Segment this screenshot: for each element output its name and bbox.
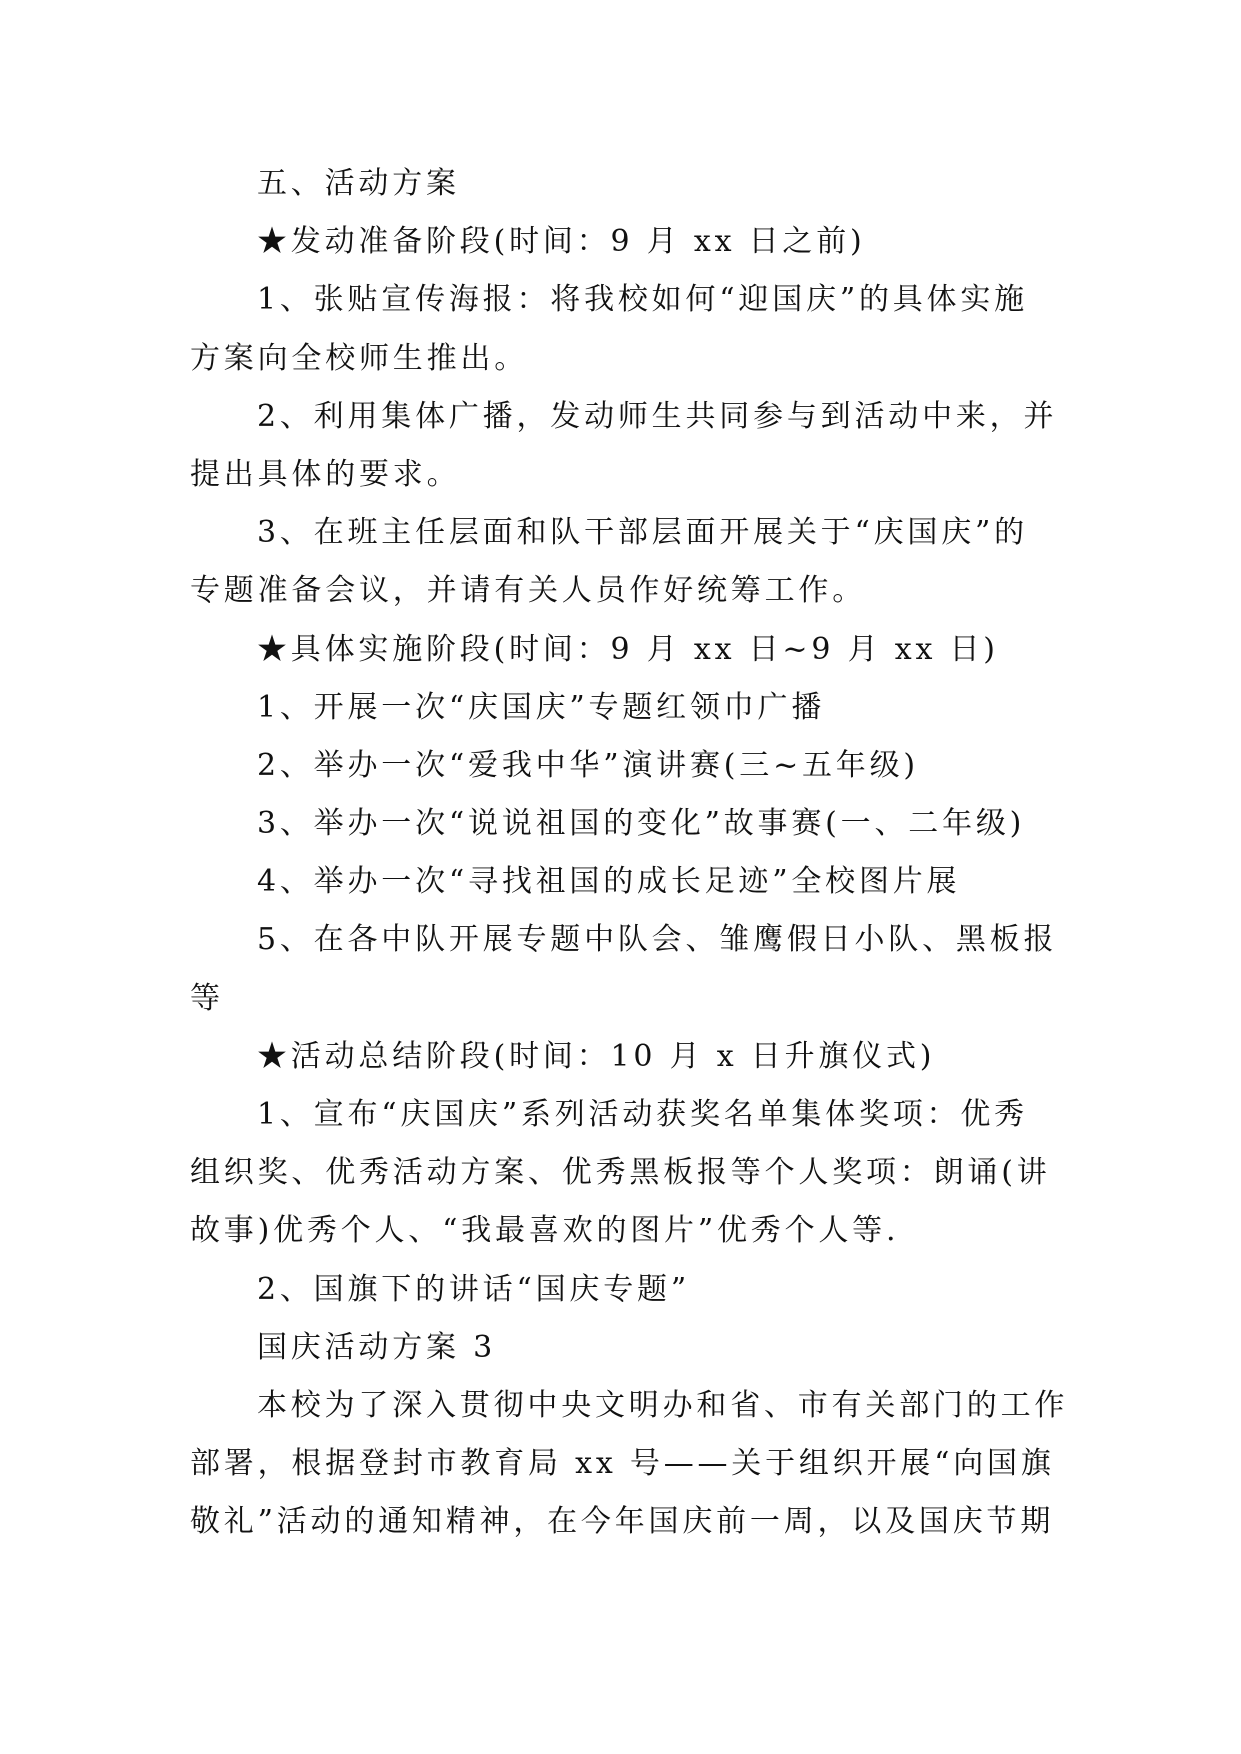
stage-heading-implementation <box>190 621 1090 679</box>
text-line: 组织奖、优秀活动方案、优秀黑板报等个人奖项：朗诵(讲 <box>190 1155 1051 1191</box>
text-line: 五、活动方案 <box>257 166 460 201</box>
text-line: ★活动总结阶段(时间：10 月 x 日升旗仪式) <box>257 1038 936 1074</box>
paragraph <box>190 853 1090 911</box>
text-line: 1、开展一次“庆国庆”专题红领巾广播 <box>257 689 826 725</box>
paragraph <box>190 1377 1090 1552</box>
section-heading <box>190 155 1090 213</box>
text-line: 2、利用集体广播，发动师生共同参与到活动中来，并 <box>257 398 1058 434</box>
paragraph <box>190 388 1090 504</box>
document-body <box>190 155 1090 1552</box>
stage-heading-preparation <box>190 213 1090 271</box>
text-line: 1、张贴宣传海报：将我校如何“迎国庆”的具体实施 <box>257 282 1028 318</box>
text-line: 专题准备会议，并请有关人员作好统筹工作。 <box>190 573 866 609</box>
document-title <box>190 1319 1090 1377</box>
text-line: ★具体实施阶段(时间：9 月 xx 日~9 月 xx 日) <box>257 631 999 667</box>
paragraph <box>190 1086 1090 1261</box>
stage-heading-summary <box>190 1028 1090 1086</box>
text-line: 5、在各中队开展专题中队会、雏鹰假日小队、黑板报 <box>257 922 1058 958</box>
text-line: 本校为了深入贯彻中央文明办和省、市有关部门的工作 <box>257 1387 1069 1423</box>
text-line: 2、举办一次“爱我中华”演讲赛(三~五年级) <box>257 747 919 783</box>
paragraph <box>190 737 1090 795</box>
text-line: 提出具体的要求。 <box>190 456 461 492</box>
text-line: 部署，根据登封市教育局 xx 号——关于组织开展“向国旗 <box>190 1446 1055 1482</box>
text-line: ★发动准备阶段(时间：9 月 xx 日之前) <box>257 224 866 260</box>
paragraph <box>190 271 1090 387</box>
text-line: 4、举办一次“寻找祖国的成长足迹”全校图片展 <box>257 864 961 900</box>
text-line: 方案向全校师生推出。 <box>190 340 528 376</box>
text-line: 3、在班主任层面和队干部层面开展关于“庆国庆”的 <box>257 515 1028 551</box>
paragraph <box>190 911 1090 1027</box>
text-line: 2、国旗下的讲话“国庆专题” <box>257 1271 690 1307</box>
paragraph <box>190 795 1090 853</box>
text-line: 3、举办一次“说说祖国的变化”故事赛(一、二年级) <box>257 806 1026 842</box>
paragraph <box>190 1261 1090 1319</box>
paragraph <box>190 679 1090 737</box>
text-line: 1、宣布“庆国庆”系列活动获奖名单集体奖项：优秀 <box>257 1097 1028 1132</box>
text-line: 敬礼”活动的通知精神，在今年国庆前一周，以及国庆节期 <box>190 1504 1055 1540</box>
paragraph <box>190 504 1090 620</box>
text-line: 国庆活动方案 3 <box>257 1329 497 1365</box>
text-line: 故事)优秀个人、“我最喜欢的图片”优秀个人等. <box>190 1213 900 1249</box>
text-line: 等 <box>190 980 224 1016</box>
